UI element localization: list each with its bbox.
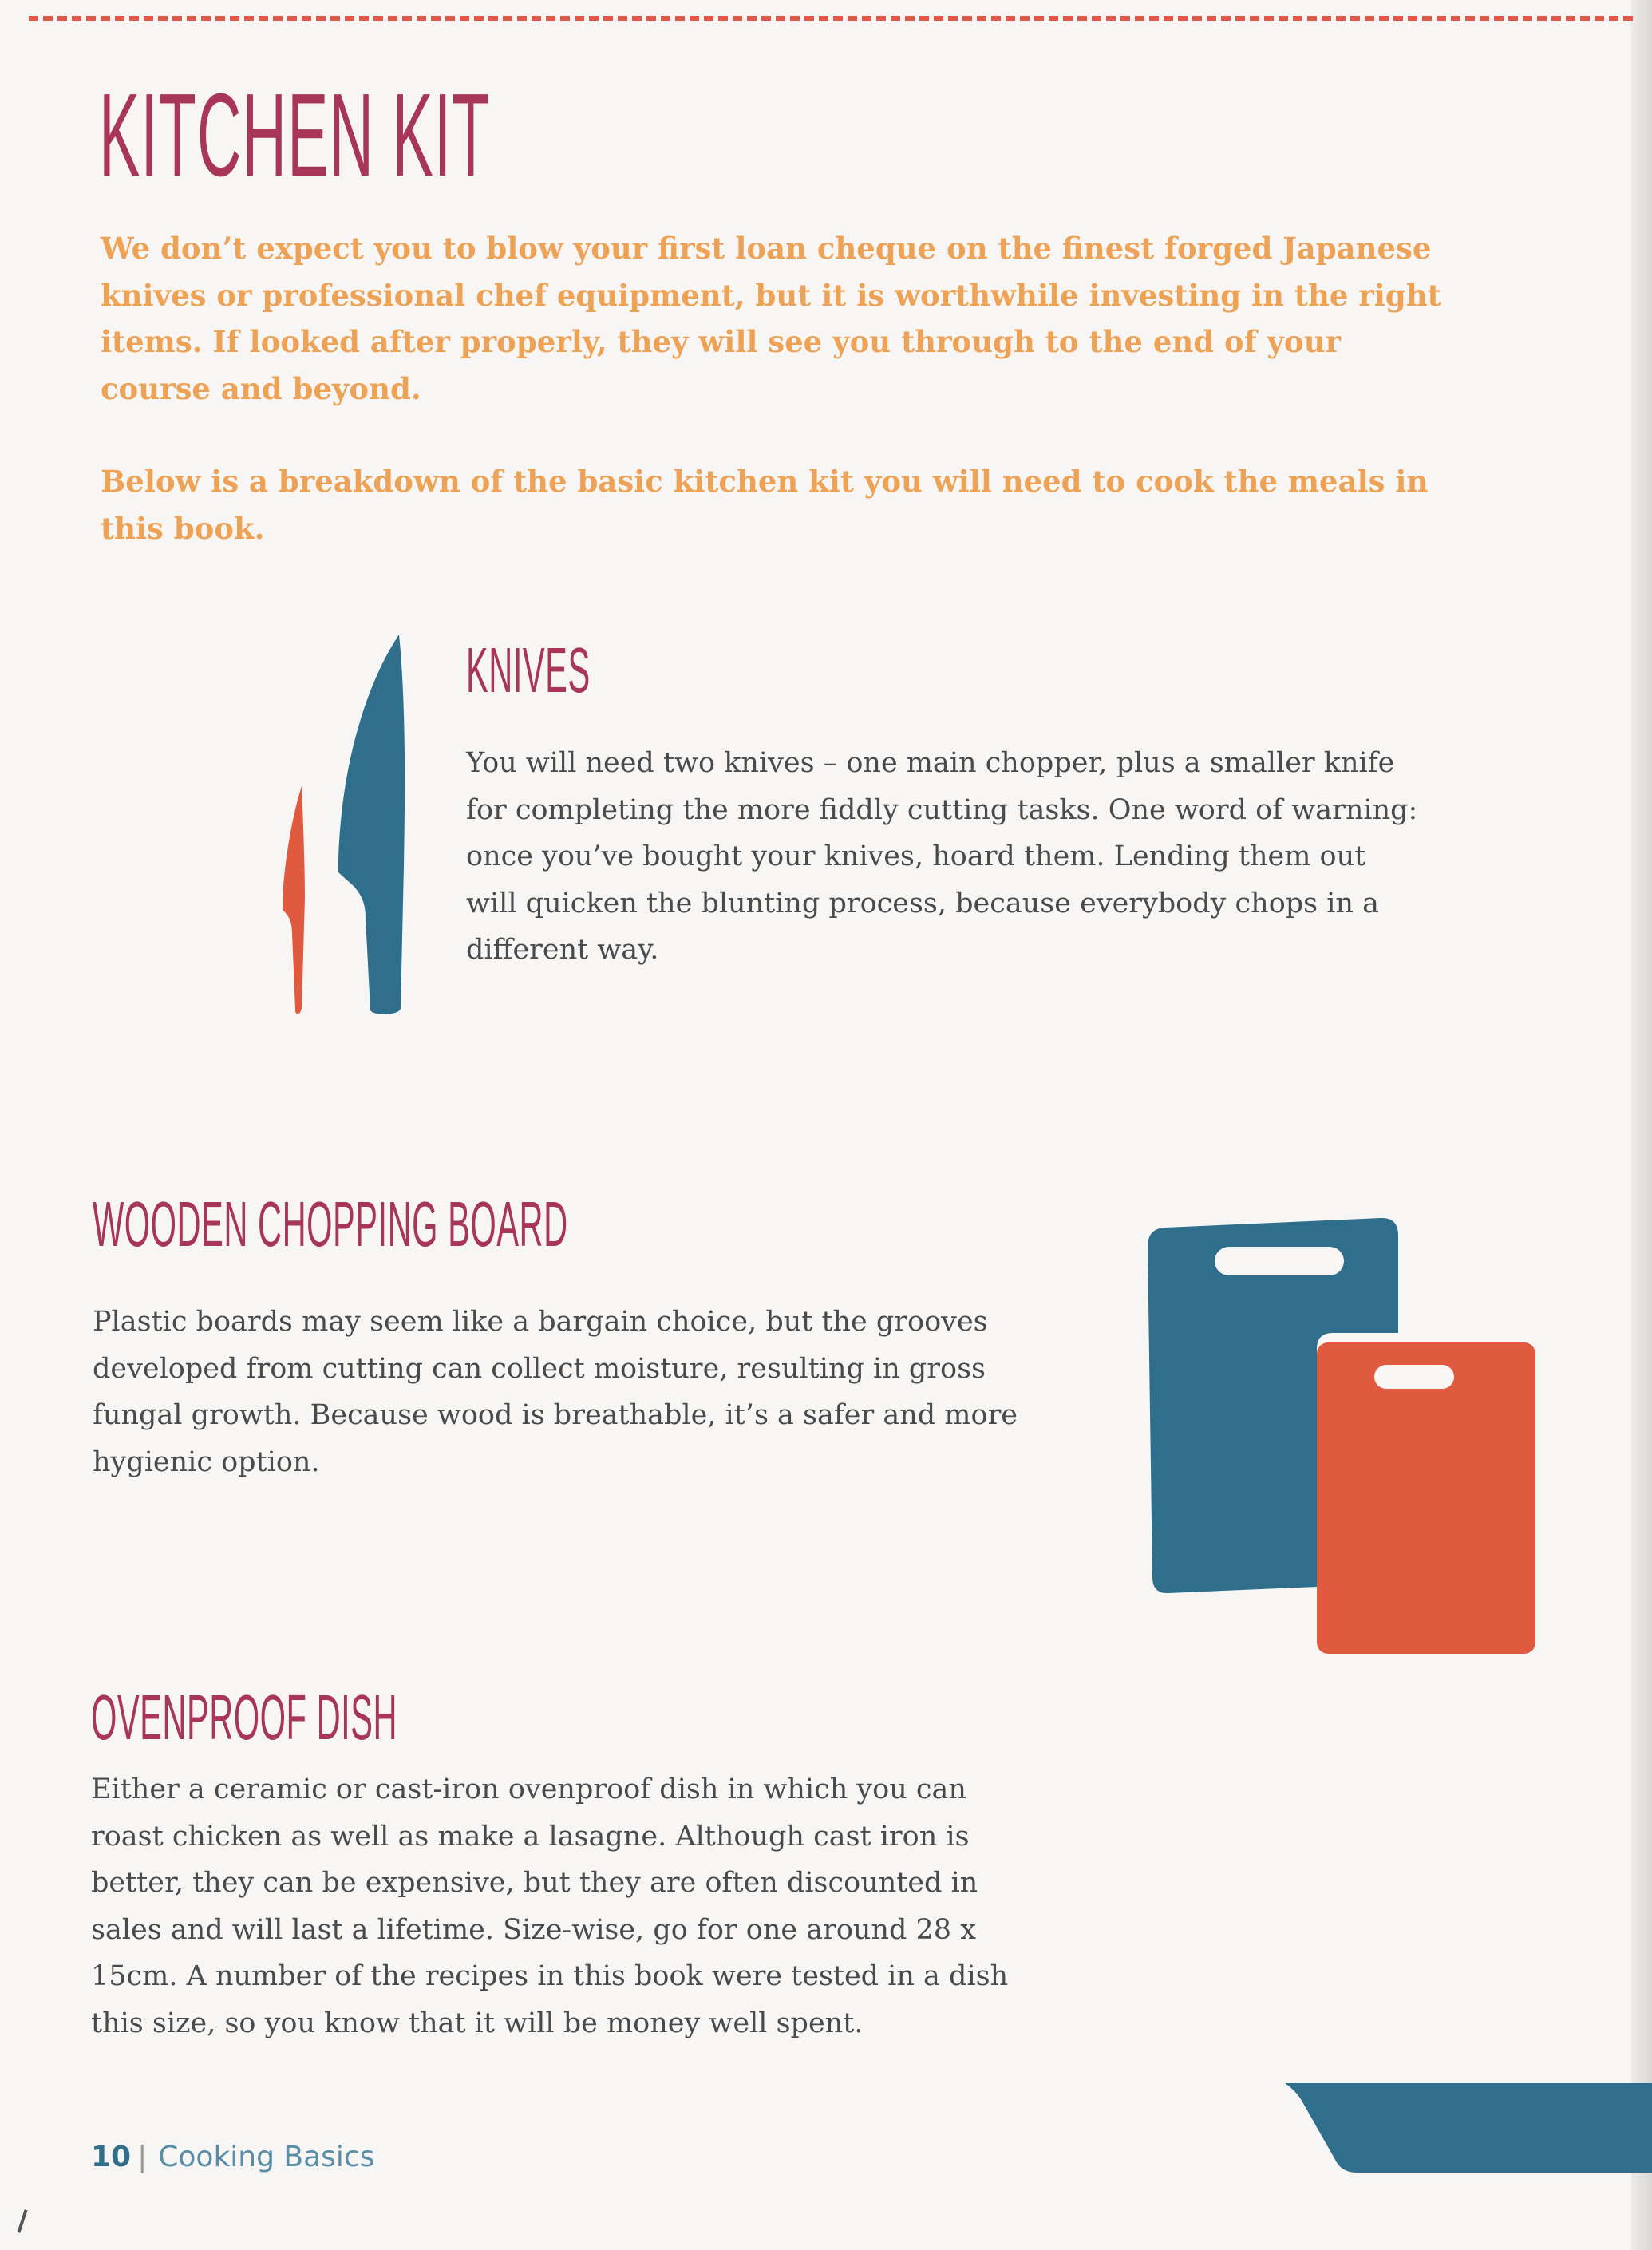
- page-footer: [91, 2141, 374, 2173]
- footer-section-name: Cooking Basics: [158, 2141, 375, 2173]
- dish-text: Either a ceramic or cast-iron ovenproof dish in which you can roast chicken as well as make a lasagne. Although cast iron is better, they can be expensive, but they are often discounted in sales and will last a lifetime. Size-wise, go for one around 28 x 15cm. A number of the recipes in this book were tested in a dish this size, so you know that it will be money well spent.: [91, 1774, 1009, 2039]
- board-heading: WOODEN CHOPPING BOARD: [93, 1188, 568, 1259]
- teal-board-handle-hole: [1215, 1247, 1344, 1275]
- knives-illustration: [271, 627, 415, 1018]
- chopping-boards-illustration: [1141, 1213, 1540, 1660]
- large-knife-icon: [338, 635, 405, 1014]
- dish-heading: OVENPROOF DISH: [91, 1682, 398, 1753]
- intro-paragraph-1: We don’t expect you to blow your first loan cheque on the finest forged Japanese knives or professional chef equipment, but it is worthwhile investing in the right items. If looked after properly, they will see you through to the end of your course and beyond.: [101, 231, 1441, 406]
- footer-separator: |: [137, 2141, 148, 2173]
- page-title: KITCHEN KIT: [99, 69, 491, 201]
- small-knife-icon: [283, 786, 305, 1014]
- ovenproof-dish-illustration: [1285, 2075, 1652, 2195]
- board-text: Plastic boards may seem like a bargain choice, but the grooves developed from cutting can collect moisture, resulting in gross fungal growth. Because wood is breathable, it’s a safer and more hygienic option.: [93, 1306, 1018, 1478]
- page-edge: [1631, 0, 1652, 2250]
- knives-heading: KNIVES: [466, 635, 591, 706]
- red-board-handle-hole: [1374, 1365, 1454, 1389]
- knives-text: You will need two knives – one main chopper, plus a smaller knife for completing the more fiddly cutting tasks. One word of warning: once you’ve bought your knives, hoard them. Lending them out will quicken the blunting process, because everybody chops in a different way.: [466, 747, 1418, 966]
- intro-paragraph-2: Below is a breakdown of the basic kitchen kit you will need to cook the meals in this book.: [101, 464, 1429, 546]
- red-board-icon: [1317, 1342, 1535, 1654]
- page-number: 10: [91, 2141, 132, 2173]
- corner-mark: [17, 2209, 27, 2233]
- top-dashed-rule: [29, 16, 1633, 21]
